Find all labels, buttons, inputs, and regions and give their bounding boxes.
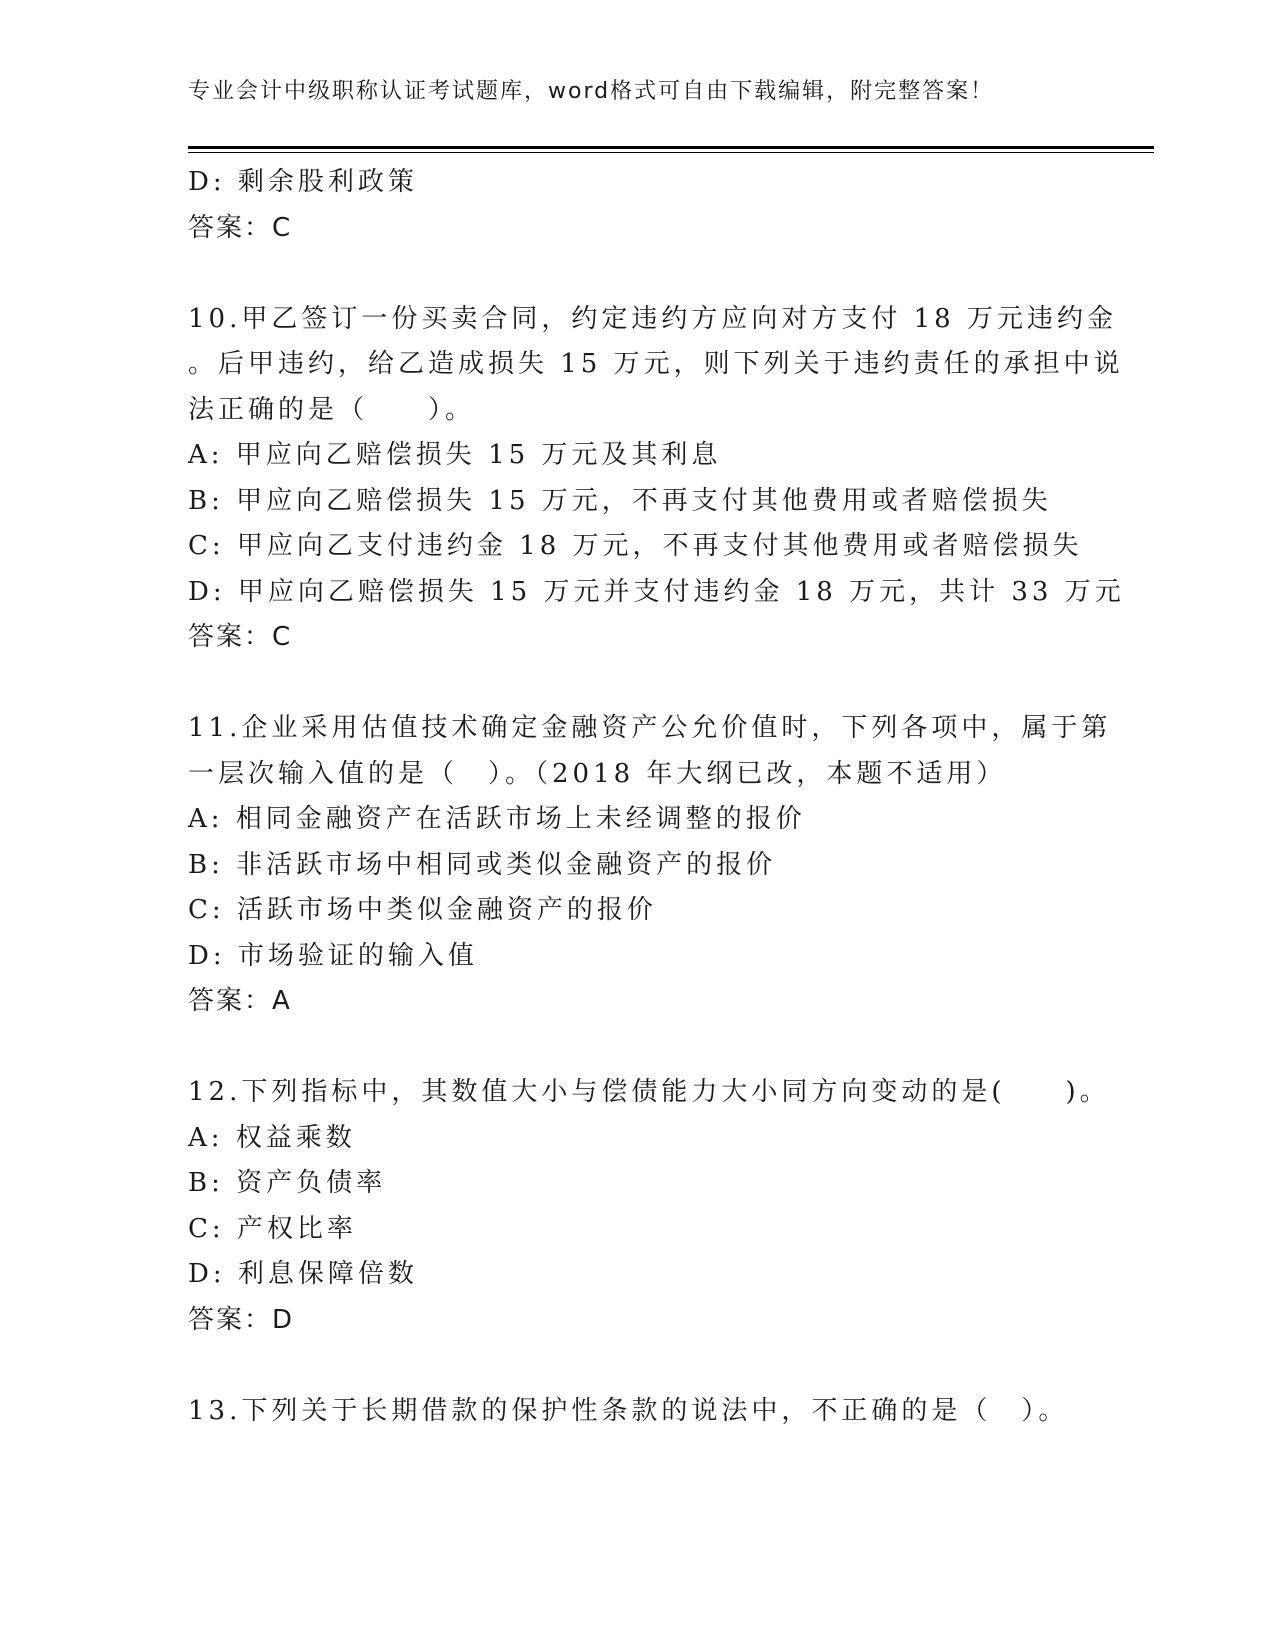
question-text-line: 10.甲乙签订一份买卖合同，约定违约方应向对方支付 18 万元违约金 <box>188 303 1117 334</box>
answer-line: 答案：C <box>188 212 293 243</box>
header-divider-thin <box>188 152 1154 153</box>
document-body <box>188 160 1125 1434</box>
question-text-line: 一层次输入值的是（ ）。（2018 年大纲已改，本题不适用） <box>188 758 1007 789</box>
question-13 <box>188 1389 1088 1435</box>
page-header: 专业会计中级职称认证考试题库，word格式可自由下载编辑，附完整答案！ <box>188 79 995 104</box>
option-d: D: 甲应向乙赔偿损失 15 万元并支付违约金 18 万元，共计 33 万元 <box>188 576 1125 607</box>
option-c: C: 产权比率 <box>188 1213 357 1244</box>
spacer <box>188 661 1088 707</box>
option-d: D: 剩余股利政策 <box>188 167 418 197</box>
answer-line: 答案：D <box>188 1304 295 1335</box>
option-b: B: 非活跃市场中相同或类似金融资产的报价 <box>188 849 777 880</box>
spacer <box>188 251 1088 297</box>
header-divider <box>188 146 1154 149</box>
question-text-line: 。后甲违约，给乙造成损失 15 万元，则下列关于违约责任的承担中说 <box>188 349 1124 379</box>
option-a: A: 相同金融资产在活跃市场上未经调整的报价 <box>188 804 806 834</box>
option-b: B: 资产负债率 <box>188 1168 387 1198</box>
question-10 <box>188 297 1125 661</box>
option-d: D: 市场验证的输入值 <box>188 940 478 971</box>
spacer <box>188 1343 1088 1389</box>
option-b: B: 甲应向乙赔偿损失 15 万元，不再支付其他费用或者赔偿损失 <box>188 485 1052 516</box>
question-text-line: 13.下列关于长期借款的保护性条款的说法中，不正确的是（ ）。 <box>188 1395 1069 1426</box>
question-11 <box>188 706 1112 1025</box>
question-12 <box>188 1070 1110 1343</box>
option-c: C: 甲应向乙支付违约金 18 万元，不再支付其他费用或者赔偿损失 <box>188 531 1083 561</box>
answer-line: 答案：C <box>188 622 293 652</box>
option-a: A: 甲应向乙赔偿损失 15 万元及其利息 <box>188 440 722 470</box>
option-c: C: 活跃市场中类似金融资产的报价 <box>188 895 657 925</box>
question-text-line: 法正确的是（ ）。 <box>188 394 476 425</box>
question-text-line: 12.下列指标中，其数值大小与偿债能力大小同方向变动的是( )。 <box>188 1077 1110 1107</box>
option-d: D: 利息保障倍数 <box>188 1259 418 1289</box>
spacer <box>188 1025 1088 1071</box>
option-a: A: 权益乘数 <box>188 1122 356 1153</box>
question-text-line: 11.企业采用估值技术确定金融资产公允价值时，下列各项中，属于第 <box>188 713 1112 743</box>
answer-line: 答案：A <box>188 986 292 1016</box>
